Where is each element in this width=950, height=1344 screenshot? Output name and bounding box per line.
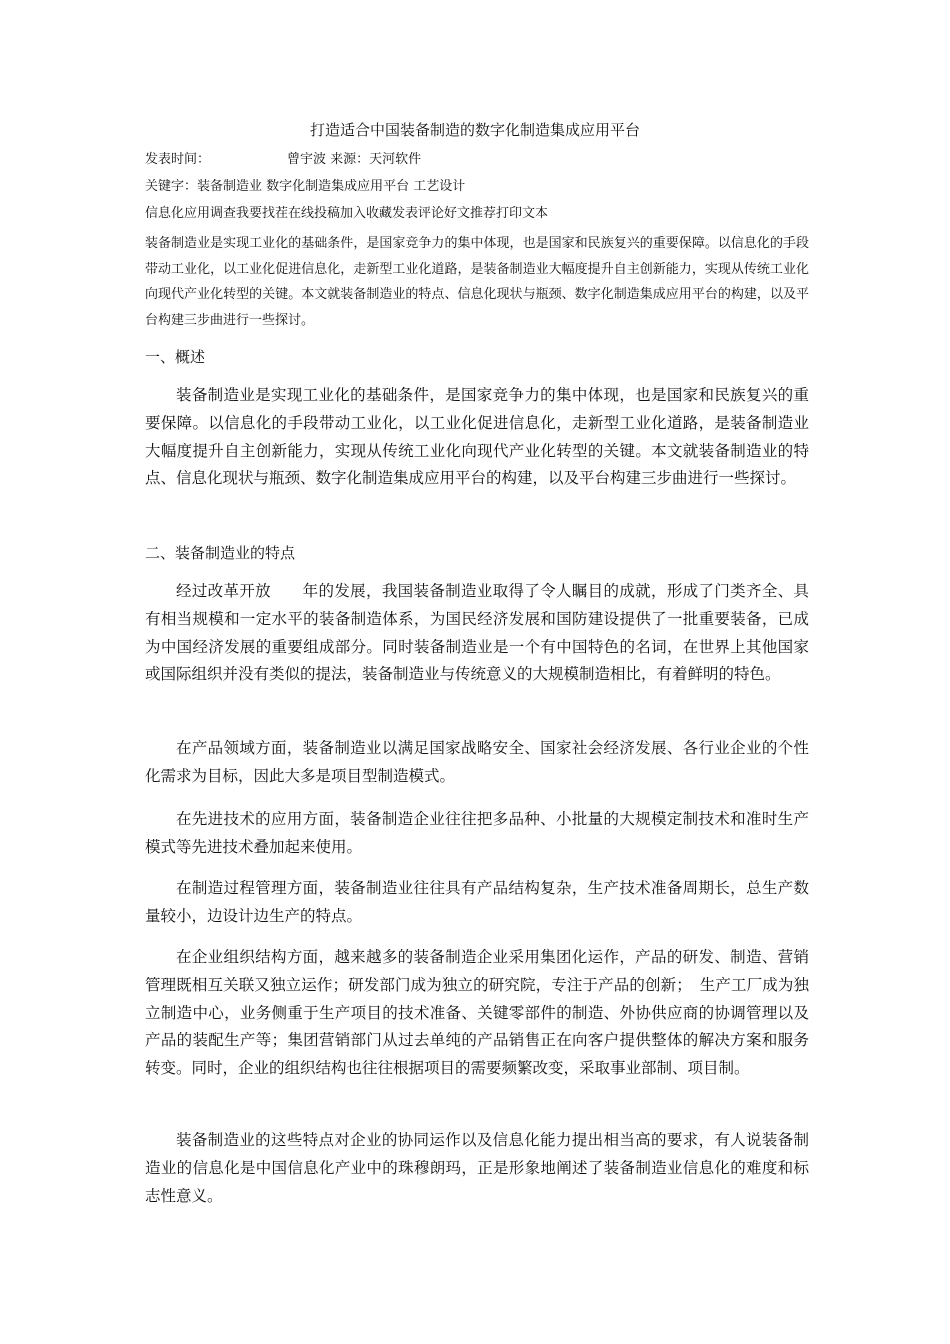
body-paragraph: 在产品领域方面，装备制造业以满足国家战略安全、国家社会经济发展、各行业企业的个性化需求为目标，因此大多是项目型制造模式。 bbox=[145, 739, 809, 785]
section-heading-characteristics: 二、装备制造业的特点 bbox=[145, 544, 296, 562]
body-paragraph: 经过改革开放 年的发展，我国装备制造业取得了令人瞩目的成就，形成了门类齐全、具有相当规模和一定水平的装备制造体系，为国民经济发展和国防建设提供了一批重要装备，已成为中国经济发展的重要组成部分。同时装备制造业是一个有中国特色的名词，在世界上其他国家或国际组织并没有类似的提法，装备制造业与传统意义的大规模制造相比，有着鲜明的特色。 bbox=[145, 582, 809, 684]
keywords-line: 关键字：装备制造业 数字化制造集成应用平台 工艺设计 bbox=[145, 179, 466, 194]
document-title: 打造适合中国装备制造的数字化制造集成应用平台 bbox=[309, 121, 640, 139]
author-source: 曾宇波 来源：天河软件 bbox=[287, 152, 422, 167]
abstract-paragraph: 装备制造业是实现工业化的基础条件，是国家竞争力的集中体现，也是国家和民族复兴的重要保障。以信息化的手段带动工业化，以工业化促进信息化，走新型工业化道路，是装备制造业大幅度提升自主创新能力，实现从传统工业化向现代产业化转型的关键。本文就装备制造业的特点、信息化现状与瓶颈、数字化制造集成应用平台的构建，以及平台构建三步曲进行一些探讨。 bbox=[145, 236, 809, 328]
body-paragraph: 装备制造业的这些特点对企业的协同运作以及信息化能力提出相当高的要求，有人说装备制造业的信息化是中国信息化产业中的珠穆朗玛，正是形象地阐述了装备制造业信息化的难度和标志性意义。 bbox=[145, 1131, 809, 1205]
body-paragraph: 装备制造业是实现工业化的基础条件，是国家竞争力的集中体现，也是国家和民族复兴的重要保障。以信息化的手段带动工业化，以工业化促进信息化，走新型工业化道路，是装备制造业大幅度提升自主创新能力，实现从传统工业化向现代产业化转型的关键。本文就装备制造业的特点、信息化现状与瓶颈、数字化制造集成应用平台的构建，以及平台构建三步曲进行一些探讨。 bbox=[145, 386, 809, 488]
body-paragraph: 在制造过程管理方面，装备制造业往往具有产品结构复杂，生产技术准备周期长，总生产数量较小，边设计边生产的特点。 bbox=[145, 879, 809, 925]
body-paragraph: 在企业组织结构方面，越来越多的装备制造企业采用集团化运作，产品的研发、制造、营销管理既相互关联又独立运作；研发部门成为独立的研究院，专注于产品的创新； 生产工厂成为独立制造中心，业务侧重于生产项目的技术准备、关键零部件的制造、外协供应商的协调管理以及产品的装配生产等；集团营销部门从过去单纯的产品销售正在向客户提供整体的解决方案和服务转变。同时，企业的组织结构也往往根据项目的需要频繁改变，采取事业部制、项目制。 bbox=[145, 948, 809, 1078]
publish-time-label: 发表时间： bbox=[145, 152, 211, 167]
section-heading-overview: 一、概述 bbox=[145, 348, 206, 366]
body-paragraph: 在先进技术的应用方面，装备制造企业往往把多品种、小批量的大规模定制技术和准时生产模式等先进技术叠加起来使用。 bbox=[145, 810, 809, 856]
article-tools-links[interactable]: 信息化应用调查我要找茬在线投稿加入收藏发表评论好文推荐打印文本 bbox=[145, 206, 549, 221]
